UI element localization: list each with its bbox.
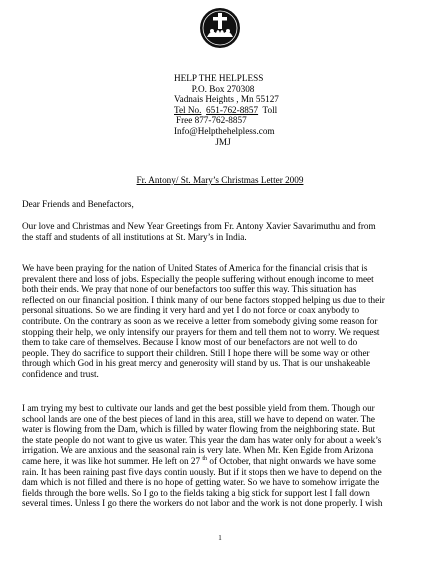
letter-title: Fr. Antony/ St. Mary’s Christmas Letter 2009	[136, 175, 304, 185]
letterhead	[174, 73, 374, 147]
text-line: fields through the bore wells. So I go to the fields taking a big stick for support lest I fall down	[22, 487, 370, 498]
paragraph-financial-crisis	[22, 263, 418, 380]
city-address: Vadnais Heights , Mn 55127	[174, 94, 279, 105]
tel-label: Tel No.	[174, 104, 202, 115]
text-line: both their ends. We pray that none of our benefactors too suffer this way. This situation has	[22, 284, 357, 295]
text-line: the state people do not want to give us water. This year the dam has water only for about a week’s	[22, 434, 382, 445]
telephone-line	[174, 105, 374, 116]
text-line: reflected on our financial position. I think many of our bene factors stopped helping us due to their	[22, 294, 385, 305]
text-fragment: came here, it was like hot summer. He left on 27	[22, 455, 203, 466]
salutation: Dear Friends and Benefactors,	[22, 199, 134, 209]
ordinal-suffix: th	[202, 455, 208, 462]
text-line: confidence and trust.	[22, 368, 99, 379]
text-line: stopping their help, we only intensify our prayers for them and tell them not to worry. We request	[22, 326, 380, 337]
tel-suffix: Toll	[262, 104, 278, 115]
text-line: prevalent there and loss of jobs. Especially the people suffering without enough income to meet	[22, 273, 374, 284]
text-line: them to take care of themselves. Because I know most of our benefactors are not well to do	[22, 337, 358, 348]
text-line: dam which is not filled and there is no hope of getting water. So we have to somehow irrigate the	[22, 477, 380, 488]
text-line: We have been praying for the nation of United States of America for the financial crisis that is	[22, 263, 368, 273]
page-number: 1	[218, 534, 222, 542]
text-line	[22, 456, 418, 467]
text-line: Our love and Christmas and New Year Greetings from Fr. Antony Xavier Savarimuthu and from	[22, 221, 376, 231]
jmj-mark: JMJ	[215, 136, 231, 147]
toll-free-number: Free 877-762-8857	[176, 115, 247, 126]
text-line: personal situations. So we are finding it very hard and yet I do not force or coax anybody to	[22, 305, 360, 316]
text-line: I am trying my best to cultivate our lands and get the best possible yield from them. Though our	[22, 403, 375, 413]
text-line: through which God in his great mercy and generosity will stand by us. That is our unshakeable	[22, 358, 371, 369]
organization-name: HELP THE HELPLESS	[174, 73, 264, 83]
tel-number: 651-762-8857	[206, 104, 259, 115]
text-line: irrigation. We are anxious and the seasonal rain is very late. When Mr. Ken Egide from Arizona	[22, 445, 374, 456]
email-address: Info@Helpthehelpless.com	[174, 125, 275, 136]
text-fragment: of October, that night onwards we have some	[207, 455, 376, 466]
text-line: several times. Unless I go there the workers do not labor and the work is not done properly. I wish	[22, 498, 383, 509]
paragraph-greetings	[22, 221, 418, 242]
paragraph-lands-water	[22, 403, 418, 509]
text-line: rain. It has been raining past five days contin uously. But if it stops then we have to depend on the	[22, 466, 382, 477]
text-line: water is flowing from the Dam, which is filled by water flowing from the neighboring state. But	[22, 424, 376, 435]
text-line: school lands are one of the best pieces of land in this area, still we have to depend on water. The	[22, 413, 375, 424]
text-line: contribute. On the contrary as soon as we receive a letter from somebody giving some reason for	[22, 315, 378, 326]
po-box: P.O. Box 270308	[191, 83, 255, 94]
text-line: people. They do sacrifice to support their children. Still I hope there will be some way or other	[22, 347, 370, 358]
text-line: the staff and students of all institutions at St. Mary’s in India.	[22, 231, 247, 242]
organization-logo-icon	[199, 7, 241, 49]
